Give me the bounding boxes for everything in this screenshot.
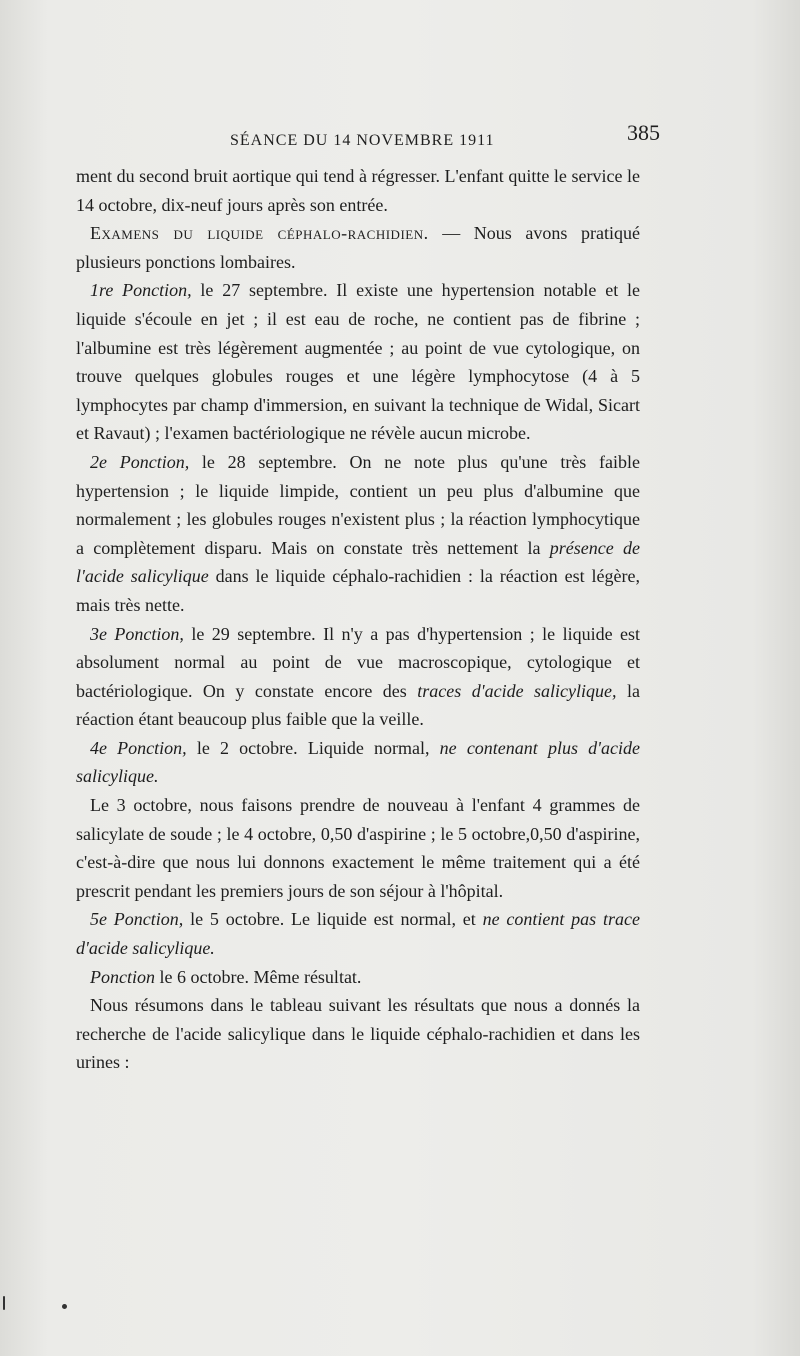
paragraph-7 [76,791,640,905]
paragraph-5-text-a: le 29 septembre. Il n'y a pas d'hypertension ; le liquide est absolument normal au point de vue macroscopique, cytologique et bactériologique. On y constate encore des [76,623,640,701]
paragraph-8-emphasis: ne contient pas trace d'acide salicylique. [76,909,640,959]
paragraph-1 [76,162,640,219]
running-head: SÉANCE DU 14 NOVEMBRE 1911 [230,132,495,149]
paragraph-5-emphasis: traces d'acide salicylique, [417,680,617,701]
edge-mark [3,1296,5,1310]
section-heading: Examens du liquide céphalo-rachidien. [90,223,429,244]
page-number: 385 [627,120,660,145]
ponction-3-label: 3e Ponction, [90,623,184,644]
ponction-6-label: Ponction [90,966,155,987]
body-text [76,162,640,1077]
paragraph-3 [76,276,640,448]
paragraph-10-text: Nous résumons dans le tableau suivant les résultats que nous a donnés la recherche de l'acide salicylique dans le liquide céphalo-rachidien et dans les urines : [76,995,640,1073]
page-header [76,120,660,160]
paragraph-6 [76,734,640,791]
paragraph-3-text: le 27 septembre. Il existe une hypertension notable et le liquide s'écoule en jet ; il est eau de roche, ne contient pas de fibrine ; l'albumine est très légèrement augmentée ; au point de vue cytologique, on trouve quelques globules rouges et une légère lymphocytose (4 à 5 lymphocytes par champ d'immersion, en suivant la technique de Widal, Sicart et Ravaut) ; l'examen bactériologique ne révèle aucun microbe. [76,280,641,444]
paragraph-6-emphasis: ne contenant plus d'acide salicylique. [76,737,640,787]
paragraph-5-text-b: la réaction étant beaucoup plus faible que la veille. [76,680,641,730]
paragraph-9 [76,963,640,992]
paragraph-4 [76,448,640,620]
speck-mark [62,1304,67,1309]
paragraph-1-text: ment du second bruit aortique qui tend à régresser. L'enfant quitte le service le 14 octobre, dix-neuf jours après son entrée. [76,166,640,215]
ponction-1-label: 1re Ponction, [90,280,192,301]
paragraph-6-text: le 2 octobre. Liquide normal, [186,737,440,758]
ponction-5-label: 5e Ponction, [90,909,184,930]
paragraph-2-text: — Nous avons pratiqué plusieurs ponctions lombaires. [76,223,640,272]
ponction-4-label: 4e Ponction, [90,737,187,758]
paragraph-5 [76,620,640,734]
paragraph-10 [76,991,640,1077]
paragraph-2 [76,219,640,276]
paragraph-8-text: le 5 octobre. Le liquide est normal, et [183,909,483,930]
ponction-2-label: 2e Ponction, [90,451,190,472]
paragraph-4-text-a: le 28 septembre. On ne note plus qu'une très faible hypertension ; le liquide limpide, contient un peu plus d'albumine que normalement ; les globules rouges n'existent plus ; la réaction lymphocytique a complètement disparu. Mais on constate très nettement la [76,451,641,558]
paragraph-7-text: Le 3 octobre, nous faisons prendre de nouveau à l'enfant 4 grammes de salicylate de soude ; le 4 octobre, 0,50 d'aspirine ; le 5 octobre,0,50 d'aspirine, c'est-à-dire que nous lui donnons exactement le même traitement qui a été prescrit pendant les premiers jours de son séjour à l'hôpital. [76,795,640,901]
paragraph-8 [76,905,640,962]
paragraph-9-text: le 6 octobre. Même résultat. [155,966,362,987]
paragraph-4-emphasis: présence de l'acide salicylique [76,537,640,587]
paragraph-4-text-b: dans le liquide céphalo-rachidien : la réaction est légère, mais très nette. [76,566,640,615]
